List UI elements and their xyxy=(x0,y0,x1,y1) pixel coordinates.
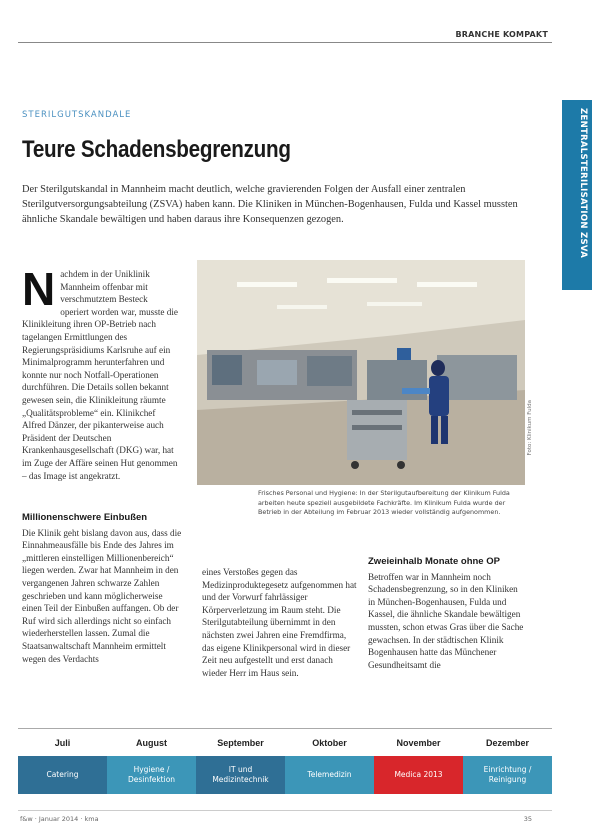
article-photo xyxy=(197,260,525,485)
column-1-text: achdem in der Uniklinik Mannheim offenbar mit verschmutztem Besteck operiert worden war, musste die Klinikleitung ihren OP-Betrieb nach tagelangen Ermittlungen des Regierungspräsidiums Karlsruhe auf ein Minimalprogramm herunterfahren und konnte nur noch Notfall-Operationen durchführen. Die Details sollen bekannt gewesen sein, die Klinikleitung räumte „Qualitätsprobleme“ ein. Klinikchef Alfred Dänzer, der pikanterweise auch Präsident der Deutschen Krankenhausgesellschaft (DKG) war, hat im Zuge der Affäre seinen Hut genommen – das Image ist angekratzt. xyxy=(22,269,178,481)
month-label: September xyxy=(217,738,264,748)
footer-publication: f&w · Januar 2014 · kma xyxy=(20,815,99,823)
month-label: Juli xyxy=(54,738,71,748)
column-2-text: eines Verstoßes gegen das Medizinproduktegesetz aufgenommen hat und der Vorwurf fahrlässiger Körperverletzung im Raum steht. Die Sterilgutabteilung übernimmt in den nächsten zwei Jahren eine Fremdfirma, das eigene Klinikpersonal wird in dieser Zeit neu aufgestellt und erst danach wieder Herr im Haus sein. xyxy=(202,567,357,678)
header-divider xyxy=(18,42,552,43)
dropcap: N xyxy=(22,263,56,315)
subhead-millionenschwere: Millionenschwere Einbußen xyxy=(22,512,148,523)
column-3-text: Betroffen war in Mannheim noch Schadensbegrenzung, so in den Kliniken in München-Bogenhausen, Fulda und Kassel, die ähnliche Skandale bewältigen mussten, schon etwas Gras über die Sache gewachsen. In der städtischen Klinik Bogenhausen hatte das Münchener Gesundheitsamt die xyxy=(368,571,524,670)
photo-caption: Frisches Personal und Hygiene: In der Sterilgutaufbereitung der Klinikum Fulda arbeiten heute speziell ausgebildete Fachkräfte. Im Klinikum Fulda wurde der Betrieb in der Abteilung im Februar 2013 wieder vollständig aufgenommen. xyxy=(258,489,510,516)
month-label: November xyxy=(396,738,441,748)
month-label: Dezember xyxy=(485,738,530,748)
article-column-1 xyxy=(22,263,178,482)
article-intro: Der Sterilgutskandal in Mannheim macht deutlich, welche gravierenden Folgen der Ausfall einer zentralen Sterilgutversorgungsabteilung (ZSVA) haben kann. Die Kliniken in München-Bogenhausen, Fulda und Kassel mussten ähnliche Skandale bewältigen und haben daraus ihre Konsequenzen gezogen. xyxy=(22,184,518,225)
column-1b-text: Die Klinik geht bislang davon aus, dass die Einnahmeausfälle bis Ende des Jahres im „mittleren einstelligen Millionenbereich“ liegen werden. Zwar hat Mannheim in den vergangenen Jahren schwarze Zahlen geschrieben und kann möglicherweise einen Teil der Einbußen auffangen. Ob der Ruf wird sich allerdings nicht so einfach wiederherstellen lassen. Zumal die Staatsanwaltschaft Mannheim ermittelt wegen des Verdachts xyxy=(22,527,182,664)
timeline-event: Medica 2013 xyxy=(374,756,463,794)
timeline-months xyxy=(18,738,552,748)
timeline-event: IT und Medizintechnik xyxy=(196,756,285,794)
article-column-3 xyxy=(368,556,526,671)
timeline-event: Telemedizin xyxy=(285,756,374,794)
article-column-2 xyxy=(202,566,360,679)
photo-credit: Foto: Klinikum Fulda xyxy=(527,400,533,456)
article-column-1b xyxy=(22,512,182,665)
page-number: 35 xyxy=(523,815,532,823)
timeline-event: Hygiene / Desinfektion xyxy=(107,756,196,794)
article-kicker: STERILGUTSKANDALE xyxy=(22,110,132,120)
article-headline: Teure Schadensbegrenzung xyxy=(22,136,291,163)
timeline-events xyxy=(18,756,552,794)
side-tab-label: ZENTRALSTERILISATION ZSVA xyxy=(578,108,588,259)
timeline-event: Einrichtung / Reinigung xyxy=(463,756,552,794)
month-label: Oktober xyxy=(312,738,347,748)
sterilization-room-image xyxy=(197,260,525,485)
section-label: BRANCHE KOMPAKT xyxy=(455,30,548,39)
subhead-zweieinhalb: Zweieinhalb Monate ohne OP xyxy=(368,556,500,567)
month-label: August xyxy=(136,738,167,748)
footer-divider xyxy=(18,810,552,811)
timeline-divider xyxy=(18,728,552,729)
timeline-event: Catering xyxy=(18,756,107,794)
